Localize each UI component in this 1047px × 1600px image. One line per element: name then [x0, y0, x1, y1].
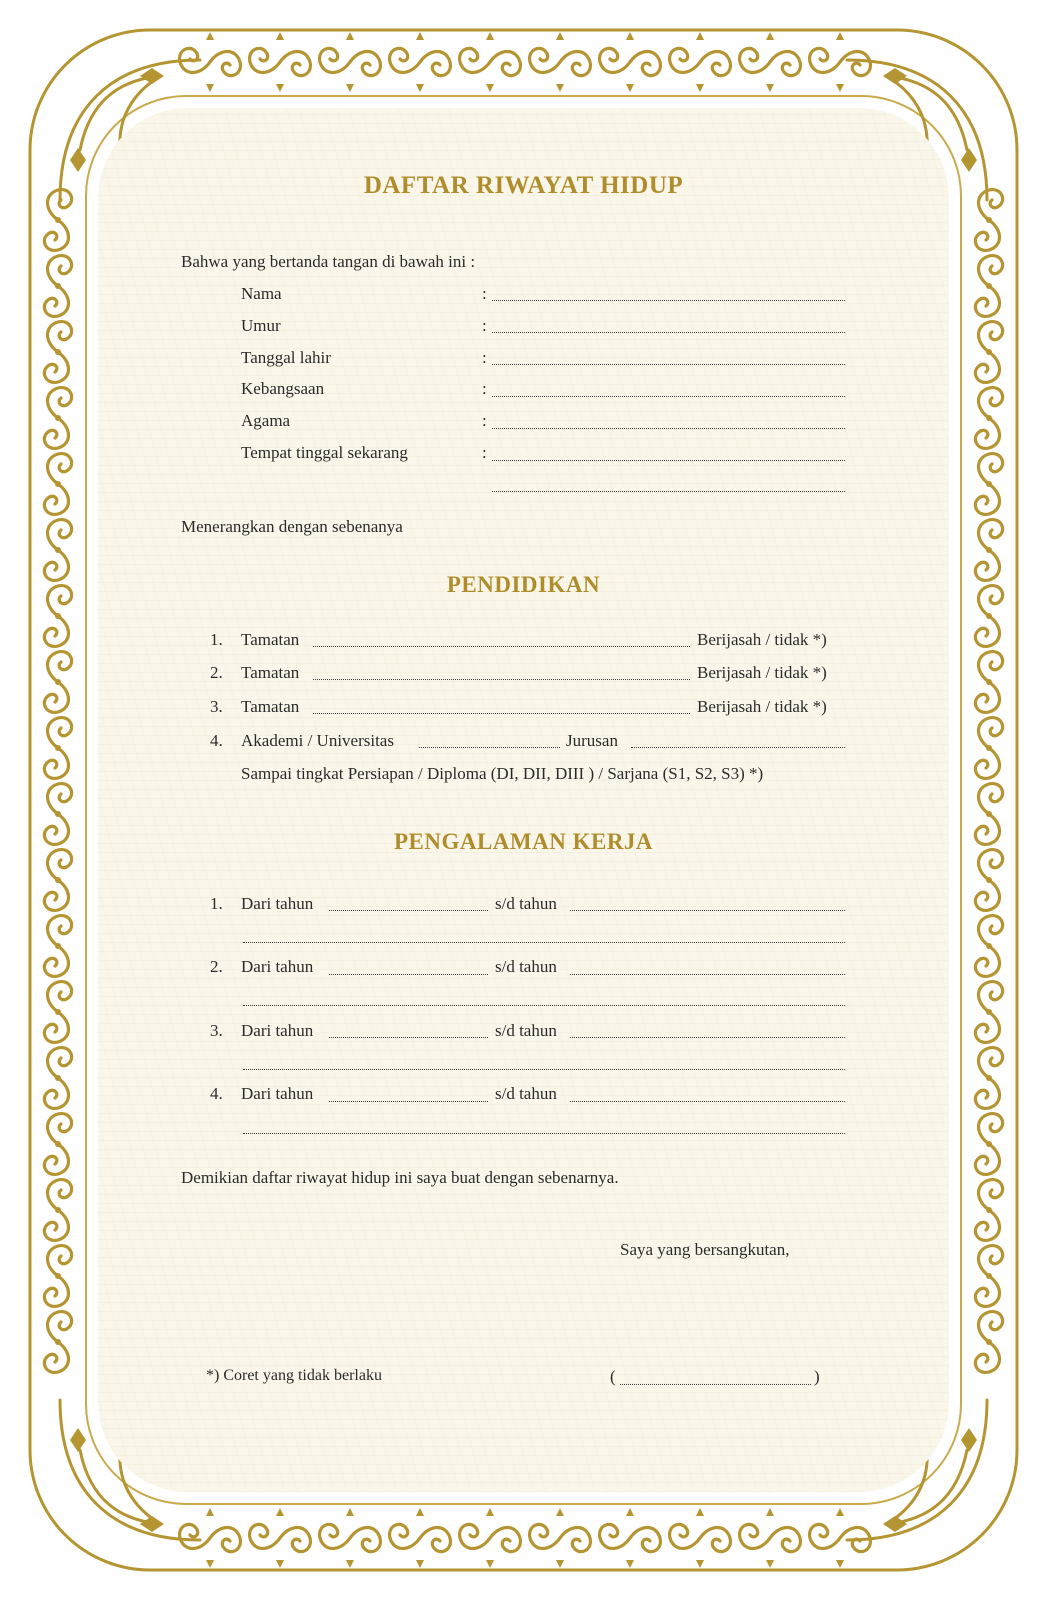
footnote-text: *) Coret yang tidak berlaku [206, 1367, 382, 1384]
jurusan-line[interactable] [631, 747, 845, 748]
border-scroll-ornament [975, 1048, 1002, 1109]
sd-tahun-label: s/d tahun [495, 894, 557, 913]
jurusan-label: Jurusan [566, 731, 618, 750]
border-scroll-ornament [975, 454, 1002, 515]
border-scroll-ornament [670, 1508, 731, 1568]
border-scroll-ornament [320, 32, 381, 92]
experience-detail-line[interactable] [243, 1005, 845, 1006]
section-heading-pengalaman-kerja: PENGALAMAN KERJA [393, 829, 654, 854]
field-label-umur: Umur [241, 316, 281, 335]
border-scroll-ornament [740, 1508, 801, 1568]
border-scroll-ornament [44, 1312, 71, 1373]
intro-text: Bahwa yang bertanda tangan di bawah ini : [181, 252, 476, 271]
border-scroll-ornament [530, 1508, 591, 1568]
berijasah-option: Berijasah / tidak *) [697, 697, 827, 716]
border-scroll-ornament [975, 388, 1002, 449]
border-scroll-ornament [44, 652, 71, 713]
border-scroll-ornament [975, 718, 1002, 779]
border-scroll-ornament [320, 1508, 381, 1568]
list-number: 1. [210, 630, 223, 649]
border-scroll-ornament [44, 454, 71, 515]
field-colon: : [482, 411, 487, 430]
field-agama-line[interactable] [492, 428, 845, 429]
education-level-note: Sampai tingkat Persiapan / Diploma (DI, DII, DIII ) / Sarjana (S1, S2, S3) *) [241, 764, 764, 783]
list-number: 2. [210, 957, 223, 976]
list-number: 3. [210, 697, 223, 716]
border-scroll-ornament [44, 1114, 71, 1175]
tamatan-line[interactable] [313, 713, 690, 714]
border-scroll-ornament [44, 322, 71, 383]
border-scroll-ornament [975, 850, 1002, 911]
tamatan-label: Tamatan [241, 697, 300, 716]
border-scroll-ornament [180, 32, 241, 92]
border-scroll-ornament [975, 1312, 1002, 1373]
border-scroll-ornament [975, 1114, 1002, 1175]
signatory-text: Saya yang bersangkutan, [620, 1240, 790, 1259]
border-scroll-ornament [390, 1508, 451, 1568]
border-scroll-ornament [975, 982, 1002, 1043]
list-number: 2. [210, 663, 223, 682]
dari-tahun-label: Dari tahun [241, 1021, 314, 1040]
sd-tahun-line[interactable] [570, 1101, 845, 1102]
border-scroll-ornament [600, 32, 661, 92]
tamatan-line[interactable] [313, 646, 690, 647]
border-scroll-ornament [460, 32, 521, 92]
border-scroll-ornament [180, 1508, 241, 1568]
border-scroll-ornament [600, 1508, 661, 1568]
list-number: 4. [210, 731, 223, 750]
field-label-nama: Nama [241, 284, 282, 303]
universitas-line[interactable] [419, 747, 560, 748]
dari-tahun-line[interactable] [329, 1101, 488, 1102]
sd-tahun-label: s/d tahun [495, 957, 557, 976]
border-scroll-ornament [740, 32, 801, 92]
list-number: 3. [210, 1021, 223, 1040]
dari-tahun-line[interactable] [329, 1037, 488, 1038]
berijasah-option: Berijasah / tidak *) [697, 663, 827, 682]
universitas-label: Akademi / Universitas [241, 731, 394, 750]
border-scroll-ornament [975, 322, 1002, 383]
field-colon: : [482, 284, 487, 303]
field-colon: : [482, 348, 487, 367]
border-scroll-ornament [670, 32, 731, 92]
field-label-tempat-tinggal: Tempat tinggal sekarang [241, 443, 408, 462]
sd-tahun-label: s/d tahun [495, 1021, 557, 1040]
closing-statement: Demikian daftar riwayat hidup ini saya buat dengan sebenarnya. [181, 1168, 619, 1187]
experience-detail-line[interactable] [243, 1069, 845, 1070]
signature-close-paren: ) [814, 1367, 820, 1386]
signature-name-line[interactable] [620, 1384, 811, 1385]
field-nama-line[interactable] [492, 300, 845, 301]
border-scroll-ornament [460, 1508, 521, 1568]
field-colon: : [482, 316, 487, 335]
tamatan-line[interactable] [313, 679, 690, 680]
list-number: 4. [210, 1084, 223, 1103]
dari-tahun-line[interactable] [329, 910, 488, 911]
field-label-kebangsaan: Kebangsaan [241, 379, 325, 398]
paper-background [98, 108, 949, 1492]
berijasah-option: Berijasah / tidak *) [697, 630, 827, 649]
sd-tahun-line[interactable] [570, 974, 845, 975]
sd-tahun-line[interactable] [570, 910, 845, 911]
sd-tahun-line[interactable] [570, 1037, 845, 1038]
tamatan-label: Tamatan [241, 663, 300, 682]
document-title: DAFTAR RIWAYAT HIDUP [363, 172, 684, 199]
border-scroll-ornament [810, 1508, 871, 1568]
border-scroll-ornament [44, 850, 71, 911]
border-scroll-ornament [975, 1246, 1002, 1307]
dari-tahun-label: Dari tahun [241, 1084, 314, 1103]
border-scroll-ornament [975, 256, 1002, 317]
border-scroll-ornament [44, 718, 71, 779]
field-colon: : [482, 443, 487, 462]
field-kebangsaan-line[interactable] [492, 396, 845, 397]
border-scroll-ornament [530, 32, 591, 92]
border-scroll-ornament [44, 256, 71, 317]
field-label-agama: Agama [241, 411, 291, 430]
dari-tahun-label: Dari tahun [241, 894, 314, 913]
border-scroll-ornament [250, 32, 311, 92]
border-scroll-ornament [44, 1246, 71, 1307]
border-scroll-ornament [44, 1180, 71, 1241]
section-heading-pendidikan: PENDIDIKAN [446, 572, 601, 597]
field-colon: : [482, 379, 487, 398]
dari-tahun-line[interactable] [329, 974, 488, 975]
experience-detail-line[interactable] [243, 1133, 845, 1134]
sd-tahun-label: s/d tahun [495, 1084, 557, 1103]
declaration-text: Menerangkan dengan sebenanya [181, 517, 403, 536]
border-scroll-ornament [390, 32, 451, 92]
field-tanggal-lahir-line[interactable] [492, 364, 845, 365]
list-number: 1. [210, 894, 223, 913]
border-scroll-ornament [44, 1048, 71, 1109]
experience-detail-line[interactable] [243, 942, 845, 943]
field-label-tanggal-lahir: Tanggal lahir [241, 348, 331, 367]
dari-tahun-label: Dari tahun [241, 957, 314, 976]
border-scroll-ornament [44, 916, 71, 977]
tamatan-label: Tamatan [241, 630, 300, 649]
border-scroll-ornament [975, 916, 1002, 977]
signature-open-paren: ( [610, 1367, 616, 1386]
field-tempat-tinggal-line[interactable] [492, 460, 845, 461]
border-scroll-ornament [975, 1180, 1002, 1241]
border-scroll-ornament [975, 652, 1002, 713]
field-umur-line[interactable] [492, 332, 845, 333]
border-scroll-ornament [250, 1508, 311, 1568]
field-tempat-tinggal-line-2[interactable] [492, 491, 845, 492]
border-scroll-ornament [810, 32, 871, 92]
border-scroll-ornament [44, 982, 71, 1043]
border-scroll-ornament [44, 388, 71, 449]
